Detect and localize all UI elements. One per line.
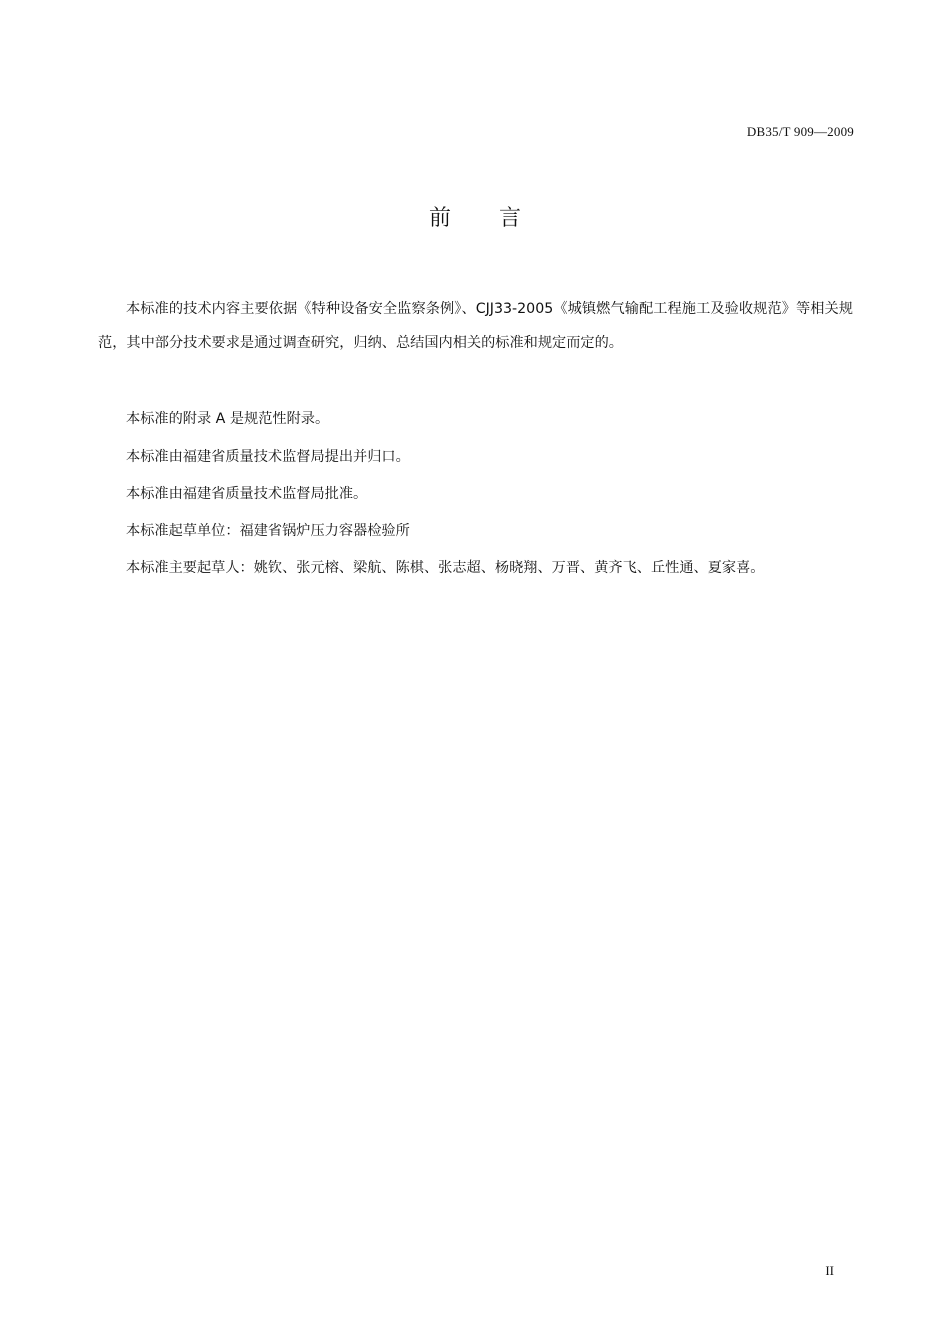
paragraph-basis: 本标准的技术内容主要依据《特种设备安全监察条例》、CJJ33-2005《城镇燃气输配工程施工及验收规范》等相关规范，其中部分技术要求是通过调查研究，归纳、总结国内相关的标准和规定而定的。 bbox=[98, 301, 853, 351]
paragraph-drafters: 本标准主要起草人：姚钦、张元榕、梁航、陈棋、张志超、杨晓翔、万晋、黄齐飞、丘性通、夏家喜。 bbox=[126, 560, 765, 576]
paragraph-approver: 本标准由福建省质量技术监督局批准。 bbox=[126, 486, 368, 502]
paragraph-drafting-unit: 本标准起草单位：福建省锅炉压力容器检验所 bbox=[126, 523, 410, 539]
paragraph-appendix: 本标准的附录 A 是规范性附录。 bbox=[126, 411, 330, 427]
standard-code: DB35/T 909—2009 bbox=[746, 124, 854, 139]
paragraph-proposer: 本标准由福建省质量技术监督局提出并归口。 bbox=[126, 449, 410, 465]
page-title: 前言 bbox=[428, 206, 569, 231]
page-number: II bbox=[825, 1263, 834, 1278]
